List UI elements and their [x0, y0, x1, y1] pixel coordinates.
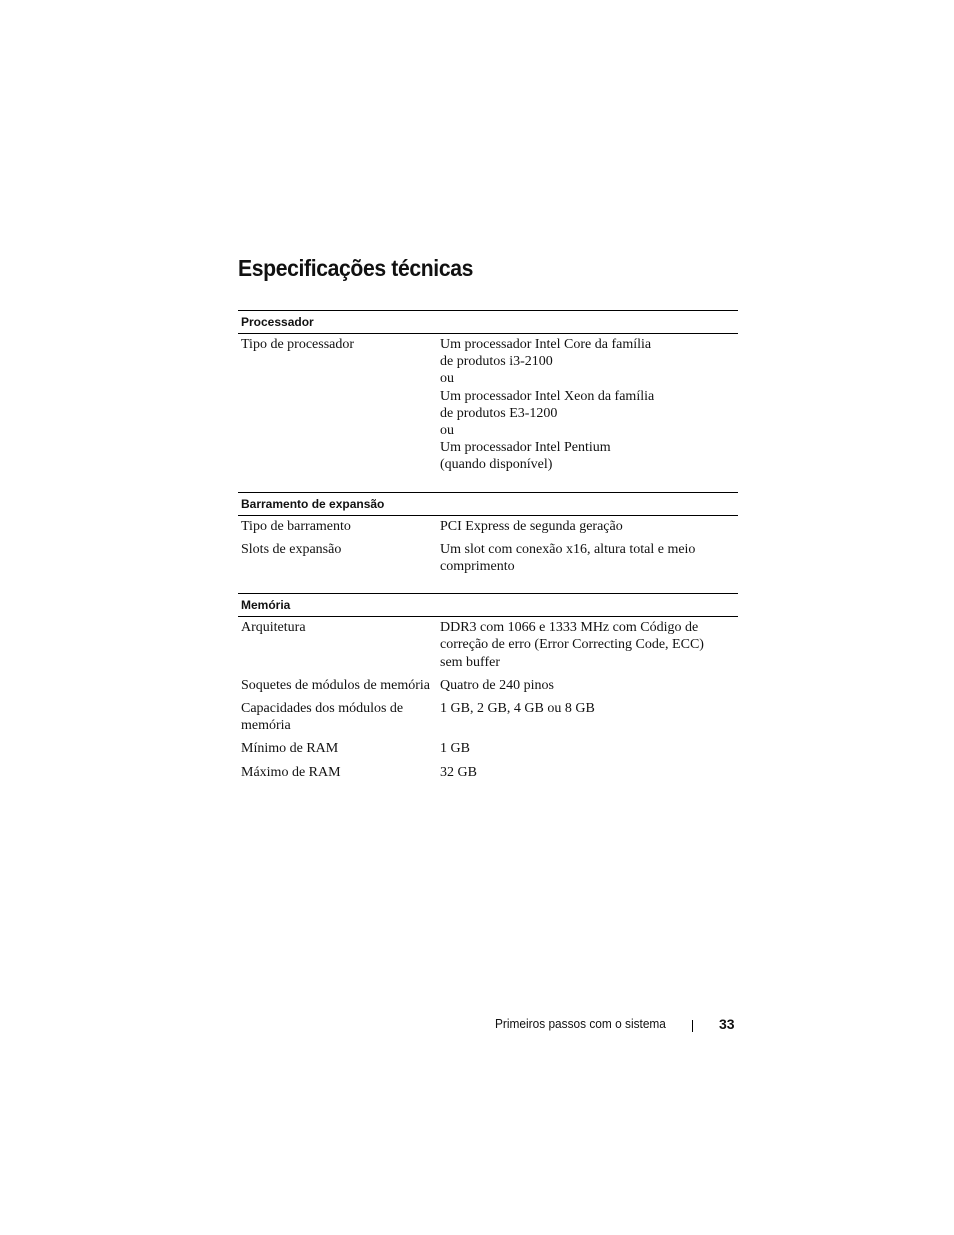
section-expansion-bus	[238, 492, 738, 576]
section-processor	[238, 310, 738, 474]
spec-label	[238, 336, 440, 474]
spec-row	[238, 619, 738, 671]
page-number: 33	[719, 1016, 735, 1032]
value-line: sem buffer	[440, 654, 500, 670]
spec-label	[238, 764, 440, 781]
spec-label	[238, 619, 440, 671]
spec-value	[440, 700, 738, 734]
spec-label	[238, 518, 440, 535]
value-line: ou	[440, 371, 454, 387]
spec-row	[238, 336, 738, 474]
label-line: Soquetes de módulos de	[241, 677, 377, 693]
section-heading: Processador	[238, 310, 738, 334]
value-line: DDR3 com 1066 e 1333 MHz com Código de	[440, 620, 699, 636]
spec-row	[238, 740, 738, 757]
footer-separator	[692, 1020, 693, 1032]
spec-value	[440, 336, 738, 474]
spec-row	[238, 518, 738, 535]
value-line: Um processador Intel Pentium	[440, 440, 611, 456]
spec-value	[440, 740, 738, 757]
value-line: 1 GB	[440, 741, 470, 757]
spec-value	[440, 764, 738, 781]
spec-label	[238, 700, 440, 734]
value-line: 1 GB, 2 GB, 4 GB ou 8 GB	[440, 701, 595, 717]
spec-label	[238, 677, 440, 694]
value-line: Um slot com conexão x16, altura total e meio	[440, 541, 696, 557]
spec-table	[238, 310, 738, 799]
value-line: de produtos E3-1200	[440, 405, 558, 421]
value-line: PCI Express de segunda geração	[440, 518, 623, 534]
value-line: comprimento	[440, 559, 515, 575]
spec-row	[238, 700, 738, 734]
label-line: memória	[380, 677, 430, 693]
label-line: Capacidades dos módulos de	[241, 701, 404, 717]
page-title: Especificações técnicas	[238, 255, 474, 281]
value-line: correção de erro (Error Correcting Code, ECC)	[440, 637, 704, 653]
value-line: 32 GB	[440, 764, 477, 780]
label-line: Máximo de RAM	[241, 764, 341, 780]
spec-label	[238, 740, 440, 757]
value-line: ou	[440, 423, 454, 439]
spec-row	[238, 677, 738, 694]
value-line: Um processador Intel Xeon da família	[440, 388, 655, 404]
spec-value	[440, 518, 738, 535]
section-heading: Memória	[238, 593, 738, 617]
spec-row	[238, 541, 738, 575]
spec-value	[440, 677, 738, 694]
value-line: Um processador Intel Core da família	[440, 337, 652, 352]
label-line: Tipo de processador	[241, 337, 355, 352]
spec-row	[238, 764, 738, 781]
value-line: de produtos i3-2100	[440, 354, 553, 370]
label-line: Slots de expansão	[241, 541, 342, 557]
label-line: Mínimo de RAM	[241, 741, 339, 757]
section-heading: Barramento de expansão	[238, 492, 738, 516]
spec-value	[440, 541, 738, 575]
spec-value	[440, 619, 738, 671]
spec-label	[238, 541, 440, 575]
value-line: Quatro de 240 pinos	[440, 677, 554, 693]
section-memory	[238, 593, 738, 781]
label-line: Tipo de barramento	[241, 518, 351, 534]
label-line: memória	[241, 718, 291, 734]
page-footer	[0, 1015, 954, 1035]
value-line: (quando disponível)	[440, 457, 553, 473]
label-line: Arquitetura	[241, 620, 306, 636]
footer-title: Primeiros passos com o sistema	[495, 1017, 666, 1031]
